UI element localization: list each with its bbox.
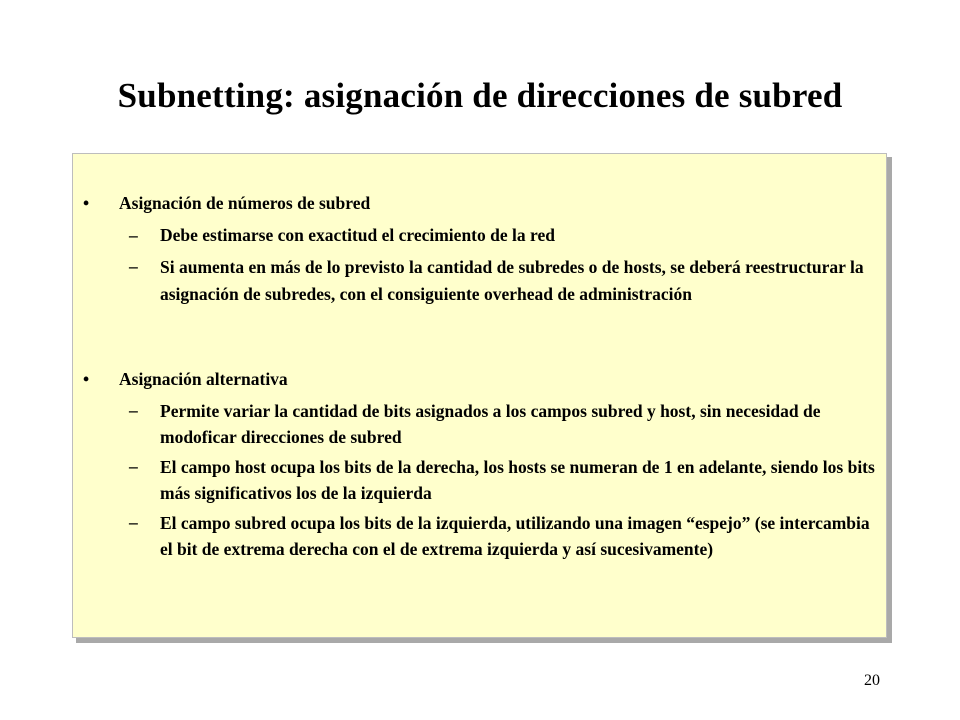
dash-marker: – bbox=[129, 256, 138, 276]
dash-marker: – bbox=[129, 456, 138, 476]
dash-marker: – bbox=[129, 400, 138, 420]
sub-item-text: El campo host ocupa los bits de la derecha, los hosts se numeran de 1 en adelante, siendo los bits más significativos los de la izquierda bbox=[160, 457, 875, 503]
dash-marker: – bbox=[129, 512, 138, 532]
content-box bbox=[72, 153, 887, 638]
bullet-marker: • bbox=[83, 193, 90, 213]
page-number: 20 bbox=[864, 672, 880, 689]
sub-item-text: Si aumenta en más de lo previsto la cantidad de subredes o de hosts, se deberá reestructurar la asignación de subredes, con el consiguiente overhead de administración bbox=[160, 257, 864, 304]
sub-item-text: El campo subred ocupa los bits de la izquierda, utilizando una imagen “espejo” (se intercambia el bit de extrema derecha con el de extrema izquierda y así sucesivamente) bbox=[160, 513, 870, 559]
sub-item-text: Debe estimarse con exactitud el crecimiento de la red bbox=[160, 225, 555, 245]
dash-marker: – bbox=[129, 225, 138, 245]
bullet-heading: Asignación de números de subred bbox=[119, 193, 371, 213]
bullet-heading: Asignación alternativa bbox=[119, 369, 288, 389]
sub-item-text: Permite variar la cantidad de bits asignados a los campos subred y host, sin necesidad de modoficar direcciones de subred bbox=[160, 401, 821, 447]
bullet-marker: • bbox=[83, 369, 90, 389]
slide-title: Subnetting: asignación de direcciones de subred bbox=[117, 76, 843, 115]
